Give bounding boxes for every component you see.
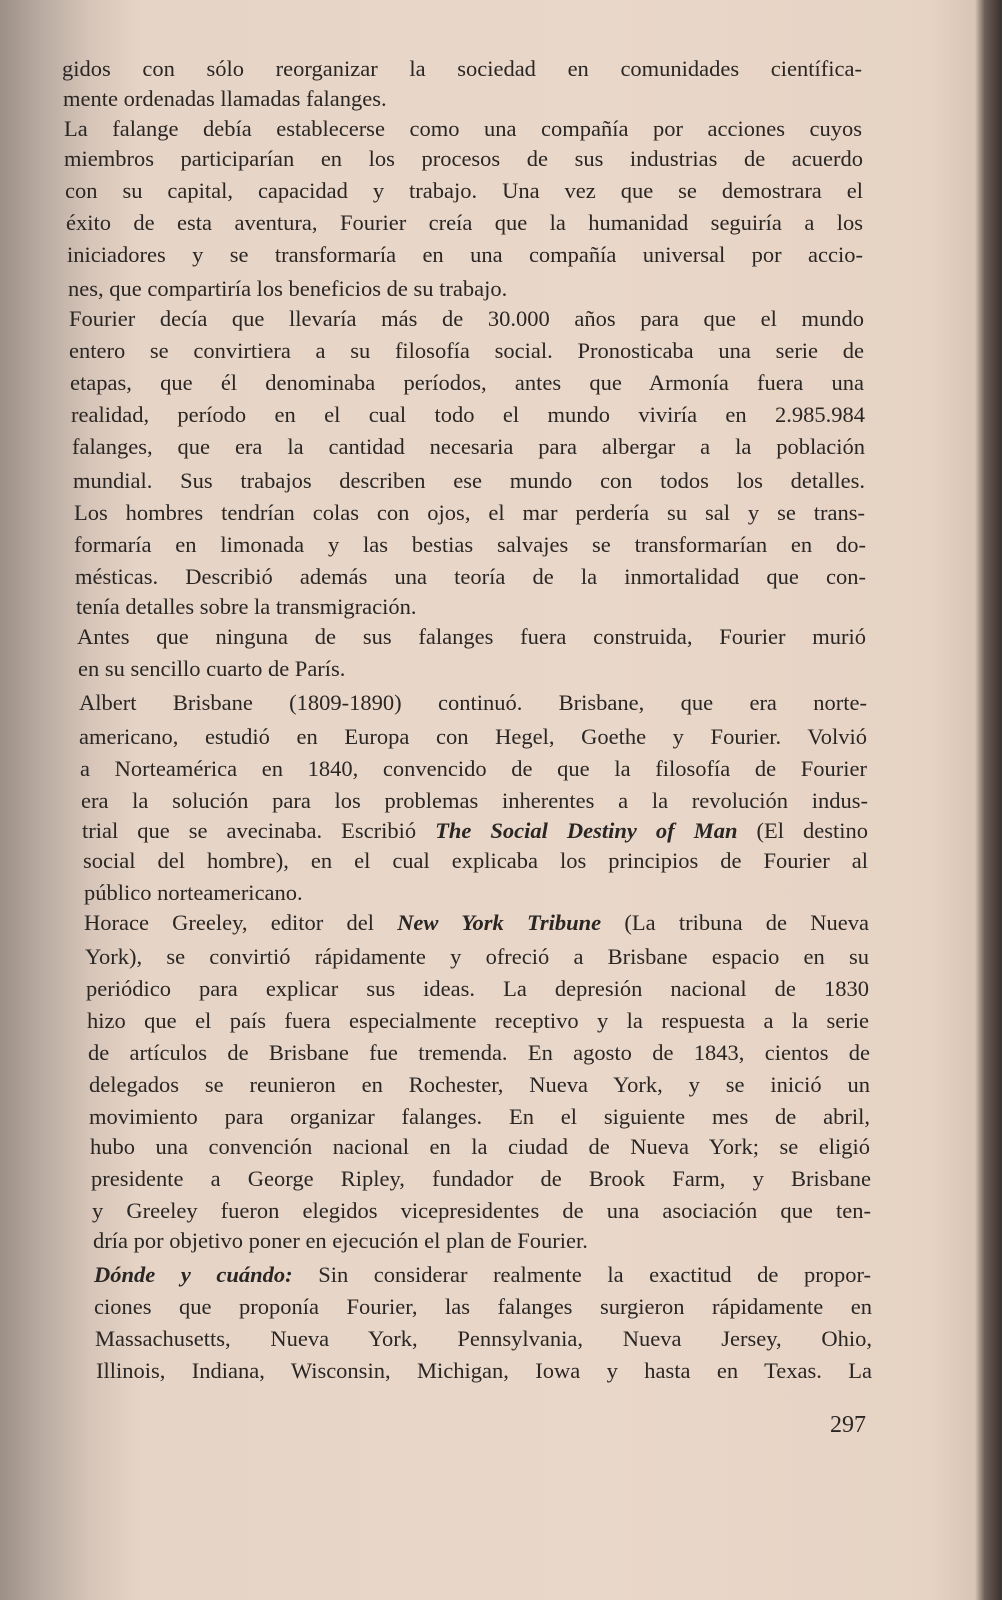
text-line [89, 1102, 870, 1132]
text-segment: presidente a George Ripley, fundador de Brook Farm, y Brisbane [91, 1166, 871, 1191]
text-segment: entero se convirtiera a su filosofía social. Pronosticaba una serie de [69, 338, 864, 363]
text-line [71, 400, 865, 430]
text-line [83, 846, 868, 876]
text-line [80, 754, 867, 784]
text-segment: americano, estudió en Europa con Hegel, Goethe y Fourier. Volvió [79, 724, 867, 749]
text-line [75, 562, 866, 592]
text-segment: movimiento para organizar falanges. En el siguiente mes de abril, [89, 1104, 870, 1129]
text-line [64, 144, 863, 174]
text-segment: Horace Greeley, editor del [84, 910, 398, 935]
text-segment: Illinois, Indiana, Wisconsin, Michigan, Iowa y hasta en Texas. La [96, 1358, 872, 1383]
text-segment: social del hombre), en el cual explicaba los principios de Fourier al [83, 848, 868, 873]
text-line [72, 432, 865, 462]
text-segment: mente ordenadas llamadas falanges. [63, 86, 387, 111]
text-line [74, 498, 865, 528]
text-line [88, 1038, 870, 1068]
text-segment: público norteamericano. [84, 880, 303, 905]
text-segment: mundial. Sus trabajos describen ese mundo con todos los detalles. [73, 468, 865, 493]
text-segment: con su capital, capacidad y trabajo. Una vez que se demostrara el [65, 178, 863, 203]
text-line [92, 1196, 871, 1226]
italic-title: The Social Destiny of Man [435, 818, 738, 843]
text-segment: periódico para explicar sus ideas. La depresión nacional de 1830 [86, 976, 869, 1001]
text-line [64, 114, 862, 144]
text-line [69, 336, 864, 366]
text-segment: gidos con sólo reorganizar la sociedad en comunidades científica- [62, 56, 862, 81]
text-segment: realidad, período en el cual todo el mundo viviría en 2.985.984 [71, 402, 865, 427]
text-line [67, 240, 863, 270]
text-line [94, 1260, 871, 1290]
text-segment: Fourier decía que llevaría más de 30.000 años para que el mundo [69, 306, 864, 331]
text-line [86, 974, 869, 1004]
text-line [62, 54, 862, 84]
text-line [84, 878, 868, 908]
text-line [96, 1356, 872, 1386]
text-segment: mésticas. Describió además una teoría de la inmortalidad que con- [75, 564, 866, 589]
text-segment: de artículos de Brisbane fue tremenda. En agosto de 1843, cientos de [88, 1040, 870, 1065]
text-line [68, 274, 864, 304]
text-segment: etapas, que él denominaba períodos, antes que Armonía fuera una [70, 370, 864, 395]
text-segment: miembros participarían en los procesos de sus industrias de acuerdo [64, 146, 863, 171]
text-segment: trial que se avecinaba. Escribió [82, 818, 436, 843]
text-segment: Antes que ninguna de sus falanges fuera construida, Fourier murió [77, 624, 866, 649]
text-segment: iniciadores y se transformaría en una compañía universal por accio- [67, 242, 863, 267]
text-line [63, 84, 862, 114]
text-segment: Los hombres tendrían colas con ojos, el mar perdería su sal y se trans- [74, 500, 865, 525]
text-segment: y Greeley fueron elegidos vicepresidentes de una asociación que ten- [92, 1198, 871, 1223]
text-line [70, 368, 864, 398]
text-segment: La falange debía establecerse como una compañía por acciones cuyos [64, 116, 862, 141]
text-segment: Massachusetts, Nueva York, Pennsylvania, Nueva Jersey, Ohio, [95, 1326, 872, 1351]
text-line [94, 1292, 872, 1322]
text-line [91, 1164, 871, 1194]
text-line [76, 592, 866, 622]
text-segment: hizo que el país fuera especialmente receptivo y la respuesta a la serie [87, 1008, 869, 1033]
text-line [81, 786, 868, 816]
text-line [79, 722, 867, 752]
text-segment: delegados se reunieron en Rochester, Nueva York, y se inició un [89, 1072, 870, 1097]
text-line [79, 688, 867, 718]
text-segment: formaría en limonada y las bestias salvajes se transformarían en do- [74, 532, 866, 557]
text-line [74, 530, 866, 560]
text-line [89, 1070, 870, 1100]
text-segment: (El destino [737, 818, 868, 843]
text-segment: hubo una convención nacional en la ciudad de Nueva York; se eligió [90, 1134, 870, 1159]
text-segment: Albert Brisbane (1809-1890) continuó. Brisbane, que era norte- [79, 690, 867, 715]
text-line [84, 908, 869, 938]
text-line [87, 1006, 869, 1036]
text-segment: en su sencillo cuarto de París. [78, 656, 346, 681]
text-segment: a Norteamérica en 1840, convencido de que la filosofía de Fourier [80, 756, 867, 781]
text-line [66, 208, 863, 238]
text-segment: falanges, que era la cantidad necesaria para albergar a la población [72, 434, 865, 459]
text-segment: tenía detalles sobre la transmigración. [76, 594, 417, 619]
text-line [93, 1226, 871, 1256]
text-segment: York), se convirtió rápidamente y ofreció a Brisbane espacio en su [85, 944, 869, 969]
italic-title: Dónde y cuándo: [94, 1262, 293, 1287]
text-line [65, 176, 863, 206]
text-line [90, 1132, 870, 1162]
text-segment: éxito de esta aventura, Fourier creía que la humanidad seguiría a los [66, 210, 863, 235]
text-segment: (La tribuna de Nueva [601, 910, 869, 935]
text-segment: ciones que proponía Fourier, las falanges surgieron rápidamente en [94, 1294, 872, 1319]
text-line [73, 466, 865, 496]
text-line [69, 304, 864, 334]
text-segment: nes, que compartiría los beneficios de su trabajo. [68, 276, 508, 301]
text-line [95, 1324, 872, 1354]
text-line [78, 654, 867, 684]
text-segment: era la solución para los problemas inherentes a la revolución indus- [81, 788, 868, 813]
page-number: 297 [830, 1412, 866, 1438]
text-line [82, 816, 868, 846]
text-line [85, 942, 869, 972]
text-line [77, 622, 866, 652]
italic-title: New York Tribune [397, 910, 602, 935]
text-segment: dría por objetivo poner en ejecución el plan de Fourier. [93, 1228, 588, 1253]
text-segment: Sin considerar realmente la exactitud de propor- [292, 1262, 872, 1287]
